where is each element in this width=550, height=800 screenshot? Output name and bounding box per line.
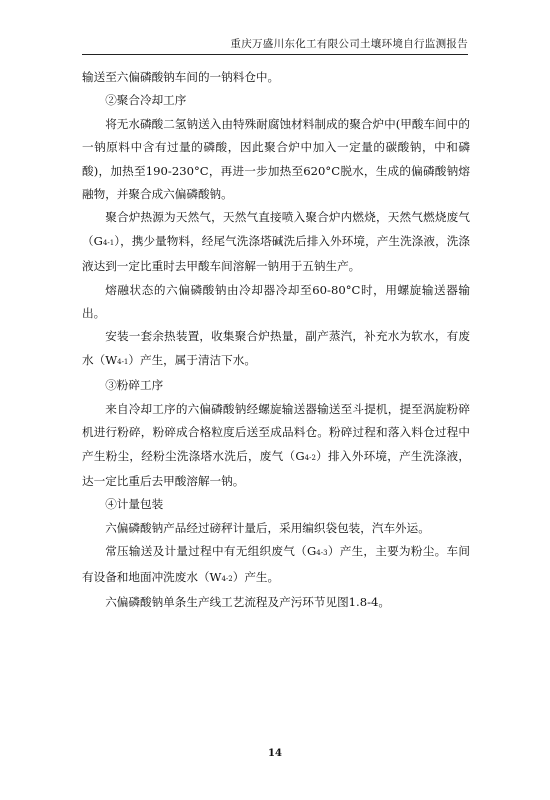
section-heading: ④计量包装 — [105, 497, 164, 512]
paragraph: 熔融状态的六偏磷酸钠由冷却器冷却至60-80°C时，用螺旋输送器输出。 — [82, 282, 470, 321]
page-header — [82, 36, 468, 55]
text-run: ）产生，属于清洁下水。 — [128, 352, 256, 367]
text-run: ）产生。 — [232, 569, 280, 584]
paragraph: 将无水磷酸二氢钠送入由特殊耐腐蚀材料制成的聚合炉中(甲酸车间中的一钠原料中含有过量的磷酸，因此聚合炉中加入一定量的碳酸钠，中和磷酸)，加热至190-230°C，再进一步加热至620°C脱水，生成的偏磷酸钠熔融物，并聚合成六偏磷酸钠。 — [82, 116, 470, 202]
paragraph — [82, 398, 470, 494]
text-run: ），携少量物料，经尾气洗涤塔碱洗后排入外环境，产生洗涤液，洗涤液达到一定比重时去甲酸车间溶解一钠用于五钠生产。 — [82, 233, 471, 274]
report-title: 重庆万盛川东化工有限公司土壤环境自行监测报告 — [230, 38, 468, 50]
paragraph — [82, 540, 470, 591]
paragraph: 输送至六偏磷酸钠车间的一钠料仓中。 — [82, 70, 280, 84]
paragraph — [82, 325, 470, 374]
text-run: 聚合炉热源为天然气，天然气直接喷入聚合炉内燃烧，天然气燃烧废气（G — [82, 210, 470, 248]
paragraph — [82, 206, 470, 278]
text-run: ）产生，主要为粉尘。车间有设备和地面冲洗废水（W — [82, 544, 470, 584]
text-run: 常压输送及计量过程中有无组织废气（G — [105, 544, 317, 559]
paragraph: 六偏磷酸钠产品经过磅秤计量后，采用编织袋包装，汽车外运。 — [105, 520, 430, 535]
section-heading: ③粉碎工序 — [105, 378, 164, 393]
subscript: 4-2 — [304, 453, 316, 462]
section-heading: ②聚合冷却工序 — [105, 93, 187, 108]
page-number: 14 — [268, 748, 282, 759]
text-run: 来自冷却工序的六偏磷酸钠经螺旋输送器输送至斗提机，提至涡旋粉碎机进行粉碎，粉碎成合格粒度后送至成品料仓。粉碎过程和落入料仓过程中产生粉尘，经粉尘洗涤塔水洗后，废气（G — [82, 401, 470, 463]
text-run: ）排入外环境，产生洗涤液，达一定比重后去甲酸溶解一钠。 — [82, 448, 470, 488]
subscript: 4-3 — [316, 549, 328, 558]
subscript: 4-1 — [102, 238, 115, 247]
subscript: 4-1 — [117, 357, 129, 366]
document-body — [82, 66, 470, 614]
paragraph: 六偏磷酸钠单条生产线工艺流程及产污环节见图1.8-4。 — [105, 594, 390, 609]
text-run: 安装一套余热装置，收集聚合炉热量，副产蒸汽，补充水为软水，有废水（W — [82, 329, 470, 367]
subscript: 4-2 — [221, 574, 233, 583]
page-footer — [0, 748, 550, 759]
